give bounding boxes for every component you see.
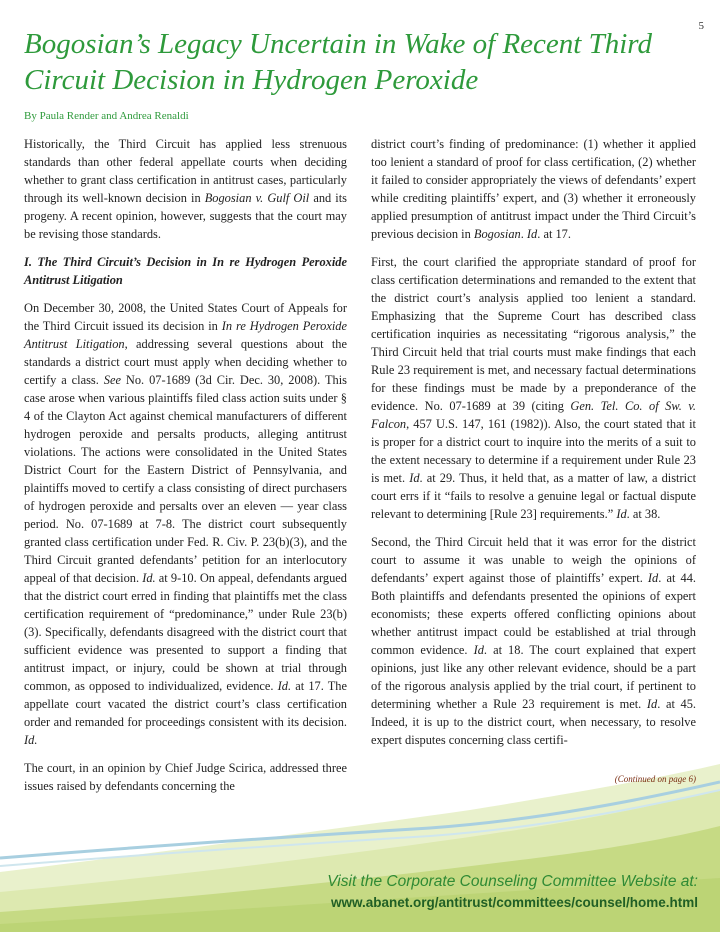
paragraph: district court’s finding of predominance: (1) whether it applied too lenient a standard of proof for class certification, (2) whether it failed to consider appropriately the views of defendants’ expert while crediting plaintiffs’ expert, and (3) whether it erroneously applied presumption of antitrust impact under the Third Circuit’s previous decision in Bogosian. Id. at 17. bbox=[371, 137, 696, 241]
footer-tagline: Visit the Corporate Counseling Committee Website at: bbox=[327, 873, 698, 890]
website-link[interactable]: www.abanet.org/antitrust/committees/counsel/home.html bbox=[330, 895, 698, 910]
article-title: Bogosian’s Legacy Uncertain in Wake of Recent Third Circuit Decision in Hydrogen Peroxide bbox=[24, 28, 652, 96]
page-number: 5 bbox=[698, 20, 704, 32]
continued-note: (Continued on page 6) bbox=[614, 774, 696, 784]
paragraph: First, the court clarified the appropriate standard of proof for class certification determinations and remanded to the extent that the district court’s analysis applied too lenient a standard. Emphasizing that the Supreme Court has described class certification inquiries as necessitating “rigorous analysis,” the Third Circuit held that trial courts must make findings that each Rule 23 requirement is met, and necessary factual determinations for these findings must be made by a preponderance of the evidence. No. 07-1689 at 39 (citing Gen. Tel. Co. of Sw. v. Falcon, 457 U.S. 147, 161 (1982)). Also, the court stated that it is proper for a district court to inquire into the merits of a suit to the extent necessary to determine if a requirement under Rule 23 is met. Id. at 29. Thus, it held that, as a matter of law, a district court errs if it “fails to resolve a genuine legal or factual dispute relevant to determining [Rule 23] requirements.” Id. at 38. bbox=[371, 255, 697, 521]
footer bbox=[327, 872, 698, 914]
paragraph: Second, the Third Circuit held that it was error for the district court to assume it was unable to weigh the opinions of defendants’ expert against those of plaintiffs’ expert. Id. at 44. Both plaintiffs and defendants presented the opinions of expert economists; these experts offered conflicting opinions about whether antitrust impact could be established at trial through common evidence. Id. at 18. The court explained that expert opinions, just like any other relevant evidence, should be a part of the rigorous analysis applied by the trial court, if pertinent to determining whether a Rule 23 requirement is met. Id. at 45. Indeed, it is up to the district court, when necessary, to resolve expert disputes concerning class certifi- bbox=[371, 535, 696, 747]
section-heading: I. The Third Circuit’s Decision in In re Hydrogen Peroxide Antitrust Litigation bbox=[24, 255, 347, 287]
paragraph: Historically, the Third Circuit has applied less strenuous standards than other federal appellate courts when deciding whether to grant class certification in antitrust cases, particularly through its well-known decision in Bogosian v. Gulf Oil and its progeny. A recent opinion, however, suggests that the court may be revising those standards. bbox=[24, 137, 347, 241]
left-column bbox=[24, 135, 347, 805]
paragraph: The court, in an opinion by Chief Judge Scirica, addressed three issues raised by defendants concerning the bbox=[24, 761, 347, 793]
right-column bbox=[371, 135, 696, 759]
byline: By Paula Render and Andrea Renaldi bbox=[24, 110, 189, 122]
paragraph: On December 30, 2008, the United States Court of Appeals for the Third Circuit issued its decision in In re Hydrogen Peroxide Antitrust Litigation, addressing several questions about the standards a district court must apply when deciding whether to certify a class. See No. 07-1689 (3d Cir. Dec. 30, 2008). This case arose when various plaintiffs filed class action suits under § 4 of the Clayton Act against chemical manufacturers of different hydrogen peroxide and persalts products, alleging antitrust violations. The actions were consolidated in the United States District Court for the Eastern District of Pennsylvania, and plaintiffs moved to certify a class consisting of direct purchasers of hydrogen peroxide and persalts over an eleven — year class period. No. 07-1689 at 7-8. The district court subsequently granted class certification under Fed. R. Civ. P. 23(b)(3), and the Third Circuit granted defendants’ petition for an interlocutory appeal of that decision. Id. at 9-10. On appeal, defendants argued that the district court erred in finding that plaintiffs met the class certification requirement of “predominance,” under Rule 23(b)(3). Specifically, defendants disagreed with the district court that sufficient evidence was presented to support a finding that antitrust impact, or injury, could be shown at trial through common, as opposed to individualized, evidence. Id. at 17. The appellate court vacated the district court’s class certification order and remanded for proceedings consistent with its decision. Id. bbox=[24, 301, 347, 747]
